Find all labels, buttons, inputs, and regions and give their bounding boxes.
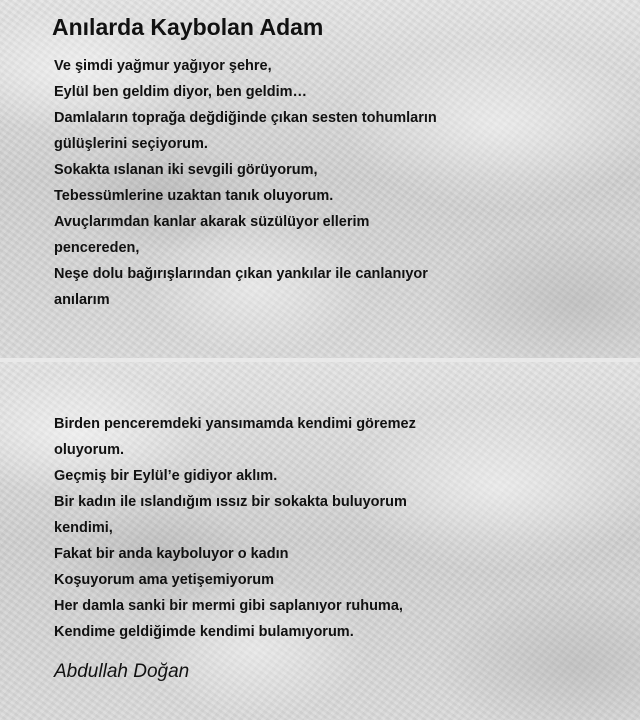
poem-line: Fakat bir anda kayboluyor o kadın [54,546,289,562]
stanza-1 [54,53,437,313]
poem-author: Abdullah Doğan [54,661,190,682]
poem-line: Neşe dolu bağırışlarından çıkan yankılar ile canlanıyor [54,266,428,282]
poem-line: Tebessümlerine uzaktan tanık oluyorum. [54,188,334,204]
poem-line: Kendime geldiğimde kendimi bulamıyorum. [54,624,354,640]
poem-line: pencereden, [54,240,140,256]
poem-line: Geçmiş bir Eylül’e gidiyor aklım. [54,468,278,484]
stanza-2 [54,411,416,645]
poem-line: Koşuyorum ama yetişemiyorum [54,572,274,588]
poem-line: Birden penceremdeki yansımamda kendimi göremez [54,416,416,432]
poem-line: Sokakta ıslanan iki sevgili görüyorum, [54,162,318,178]
poem-line: gülüşlerini seçiyorum. [54,136,208,152]
poem-line: oluyorum. [54,442,125,458]
poem-line: Avuçlarımdan kanlar akarak süzülüyor ellerim [54,214,370,230]
poem-title: Anılarda Kaybolan Adam [52,14,324,40]
poem-line: Damlaların toprağa değdiğinde çıkan sesten tohumların [54,110,437,126]
poem-line: anılarım [54,292,110,308]
poem-line: Eylül ben geldim diyor, ben geldim… [54,84,307,100]
poem-line: kendimi, [54,520,113,536]
poem-line: Her damla sanki bir mermi gibi saplanıyor ruhuma, [54,598,403,614]
poem-line: Ve şimdi yağmur yağıyor şehre, [54,58,272,74]
poem-line: Bir kadın ile ıslandığım ıssız bir sokakta buluyorum [54,494,407,510]
